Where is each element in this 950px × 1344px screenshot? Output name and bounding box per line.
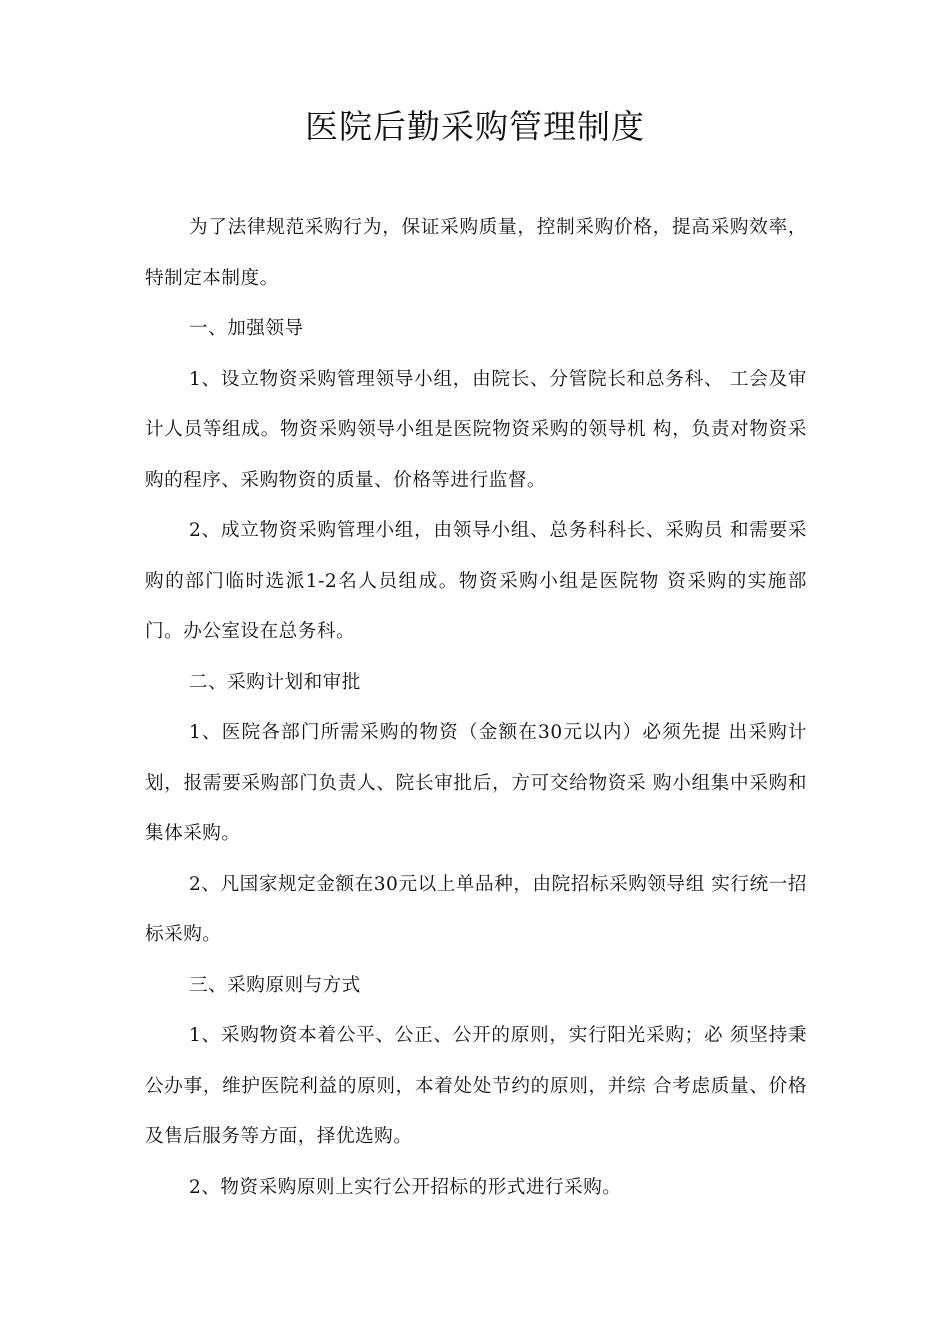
- document-title: 医院后勤采购管理制度: [305, 107, 645, 146]
- section-1-item-2: 2、成立物资采购管理小组，由领导小组、总务科科长、采购员 和需要采购的部门临时选派1-2名人员组成。物资采购小组是医院物 资采购的实施部门。办公室设在总务科。: [145, 520, 807, 642]
- section-2-item-2: 2、凡国家规定金额在30元以上单品种，由院招标采购领导组 实行统一招标采购。: [145, 873, 807, 945]
- section-3-item-2: 2、物资采购原则上实行公开招标的形式进行采购。: [189, 1176, 622, 1198]
- section-1-item-1: 1、设立物资采购管理领导小组，由院长、分管院长和总务科、 工会及审计人员等组成。物资采购领导小组是医院物资采购的领导机 构，负责对物资采购的程序、采购物资的质量、价格等进行监督。: [145, 368, 807, 491]
- section-2-item-1: 1、医院各部门所需采购的物资（金额在30元以内）必须先提 出采购计划，报需要采购部门负责人、院长审批后，方可交给物资采 购小组集中采购和集体采购。: [145, 722, 807, 844]
- section-heading-3: 三、采购原则与方式: [189, 974, 361, 996]
- section-heading-1: 一、加强领导: [189, 318, 304, 339]
- section-heading-2: 二、采购计划和审批: [189, 671, 361, 693]
- intro-paragraph: 为了法律规范采购行为，保证采购质量，控制采购价格，提高采购效率，特制定本制度。: [145, 217, 807, 289]
- document-body: [145, 203, 807, 1213]
- section-3-item-1: 1、采购物资本着公平、公正、公开的原则，实行阳光采购；必 须坚持秉公办事，维护医院利益的原则，本着处处节约的原则，并综 合考虑质量、价格及售后服务等方面，择优选购。: [145, 1025, 807, 1147]
